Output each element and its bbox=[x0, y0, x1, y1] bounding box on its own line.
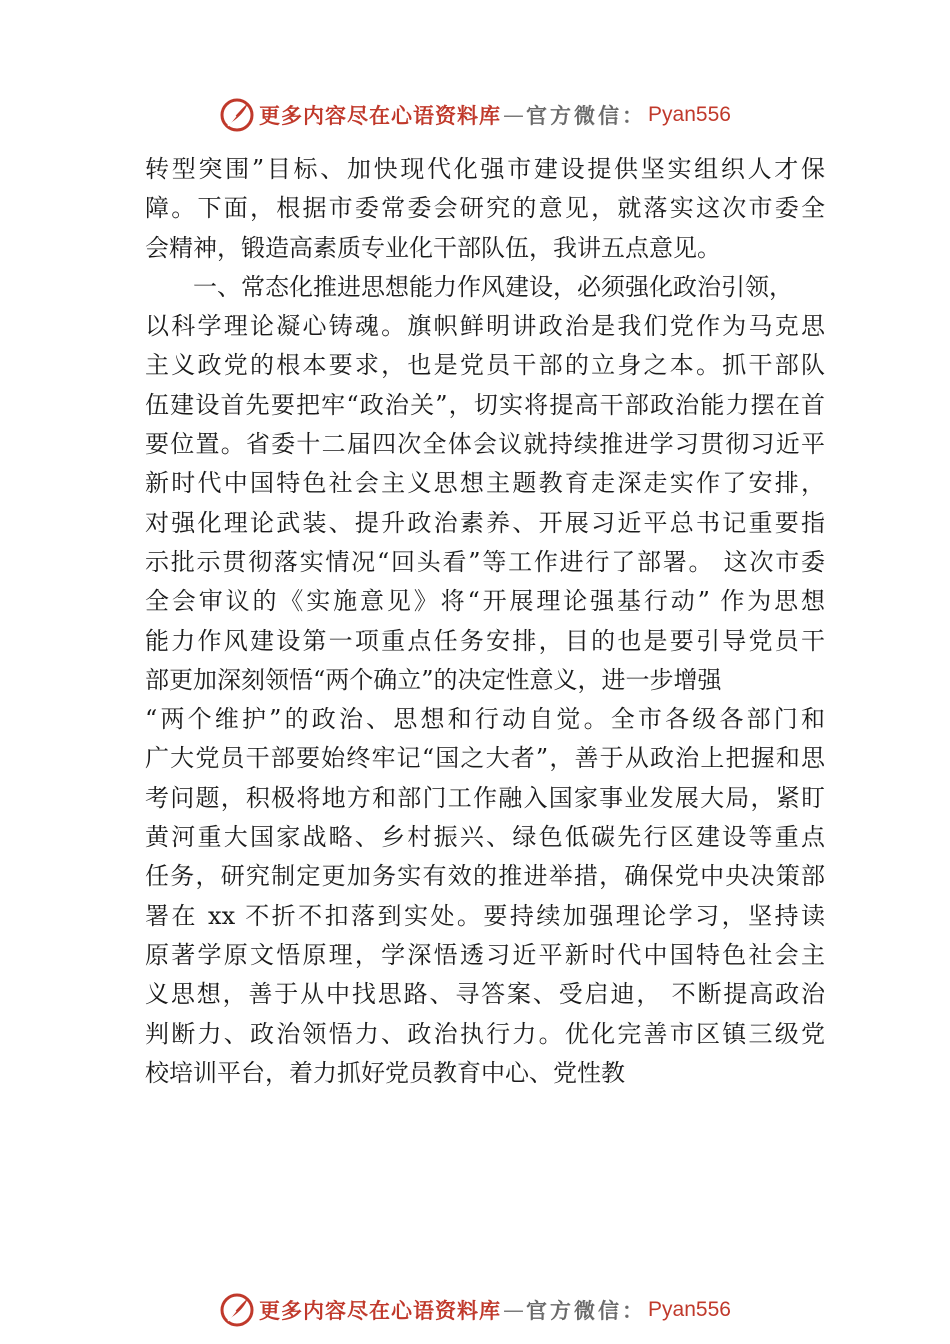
banner-wechat-id: Pyan556 bbox=[648, 103, 731, 126]
body-line: 署在 xx 不折不扣落到实处。要持续加强理论学习，坚持读 bbox=[145, 901, 825, 930]
body-line: 转型突围”目标、加快现代化强市建设提供坚实组织人才保 bbox=[145, 155, 825, 183]
body-line: “两个维护”的政治、思想和行动自觉。全市各级各部门和 bbox=[145, 705, 825, 734]
body-line: 黄河重大国家战略、乡村振兴、绿色低碳先行区建设等重点 bbox=[145, 823, 825, 852]
body-line: 以科学理论凝心铸魂。旗帜鲜明讲政治是我们党作为马克思 bbox=[145, 312, 825, 341]
document-body bbox=[145, 150, 825, 1093]
body-line: 对强化理论武装、提升政治素养、开展习近平总书记重要指 bbox=[145, 508, 825, 537]
body-line: 障。下面，根据市委常委会研究的意见，就落实这次市委全 bbox=[145, 194, 825, 223]
quill-logo-icon bbox=[219, 1292, 255, 1328]
banner-dash: — bbox=[503, 103, 525, 127]
body-line: 全会审议的《实施意见》将“开展理论强基行动” 作为思想 bbox=[145, 587, 825, 616]
body-line: 广大党员干部要始终牢记“国之大者”，善于从政治上把握和思 bbox=[145, 744, 825, 773]
body-line: 任务，研究制定更加务实有效的推进举措，确保党中央决策部 bbox=[145, 862, 825, 891]
banner-main-text: 更多内容尽在心语资料库 bbox=[259, 1298, 502, 1323]
body-line: 原著学原文悟原理，学深悟透习近平新时代中国特色社会主 bbox=[145, 940, 825, 969]
body-line: 一、常态化推进思想能力作风建设，必须强化政治引领， bbox=[145, 272, 793, 301]
body-line: 要位置。省委十二届四次全体会议就持续推进学习贯彻习近平 bbox=[145, 430, 825, 459]
body-line: 部更加深刻领悟“两个确立”的决定性意义，进一步增强 bbox=[145, 665, 722, 694]
footer-banner bbox=[0, 1290, 950, 1330]
quill-logo-icon bbox=[219, 97, 255, 133]
header-banner bbox=[0, 95, 950, 135]
body-line: 能力作风建设第一项重点任务安排，目的也是要引导党员干 bbox=[145, 626, 825, 655]
body-line: 判断力、政治领悟力、政治执行力。优化完善市区镇三级党 bbox=[145, 1019, 825, 1048]
body-line: 会精神，锻造高素质专业化干部队伍，我讲五点意见。 bbox=[145, 233, 721, 262]
banner-official-label: 官方微信： bbox=[526, 103, 647, 128]
body-line: 校培训平台，着力抓好党员教育中心、党性教 bbox=[145, 1058, 625, 1087]
body-line: 伍建设首先要把牢“政治关”，切实将提高干部政治能力摆在首 bbox=[145, 390, 825, 419]
body-line: 主义政党的根本要求，也是党员干部的立身之本。抓干部队 bbox=[145, 351, 825, 380]
banner-official-label: 官方微信： bbox=[526, 1298, 647, 1323]
body-line: 义思想，善于从中找思路、寻答案、受启迪， 不断提高政治 bbox=[145, 980, 825, 1009]
banner-wechat-id: Pyan556 bbox=[648, 1298, 731, 1321]
banner-dash: — bbox=[503, 1298, 525, 1322]
body-line: 新时代中国特色社会主义思想主题教育走深走实作了安排， bbox=[145, 469, 825, 498]
body-line: 考问题，积极将地方和部门工作融入国家事业发展大局，紧盯 bbox=[145, 783, 825, 812]
banner-main-text: 更多内容尽在心语资料库 bbox=[259, 103, 502, 128]
body-line: 示批示贯彻落实情况“回头看”等工作进行了部署。 这次市委 bbox=[145, 547, 825, 576]
